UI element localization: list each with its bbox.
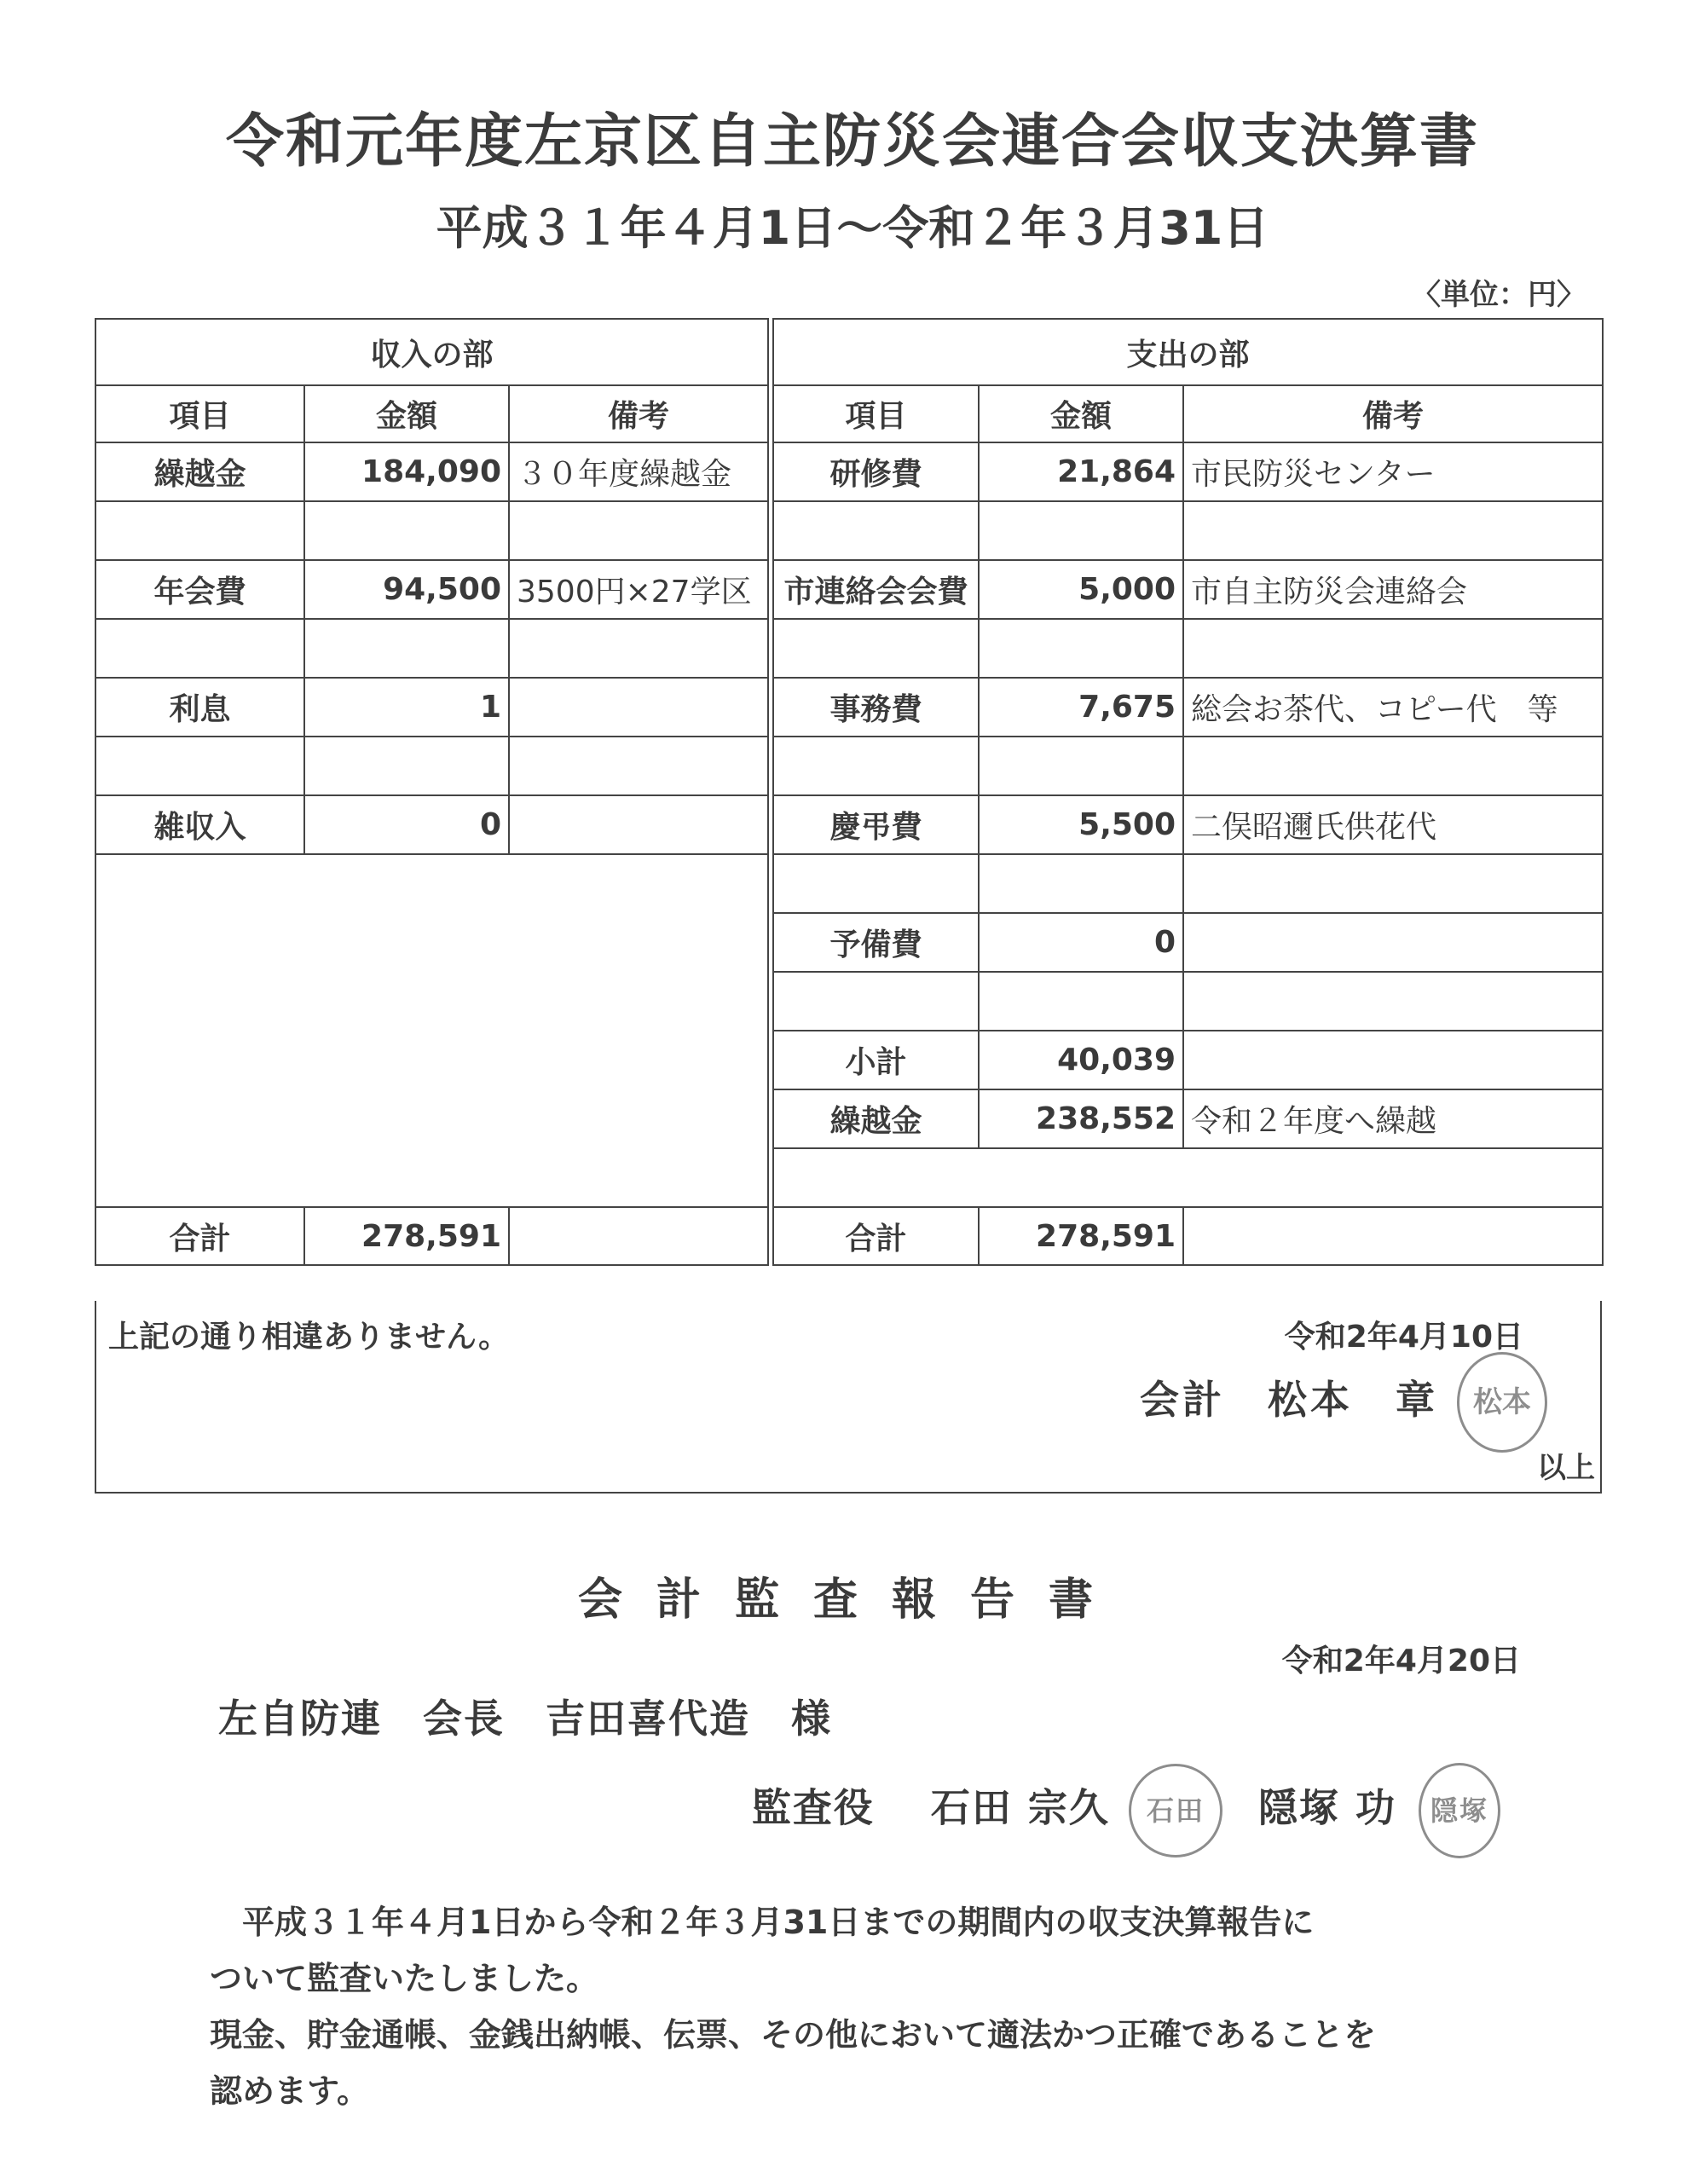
expense-total-note bbox=[1183, 1207, 1603, 1265]
expense-note: 市自主防災会連絡会 bbox=[1183, 560, 1603, 619]
expense-item: 慶弔費 bbox=[773, 795, 979, 854]
expense-header-amount: 金額 bbox=[979, 385, 1183, 442]
table-row bbox=[95, 854, 1603, 913]
expense-amount: 0 bbox=[979, 913, 1183, 972]
expense-total-amount: 278,591 bbox=[979, 1207, 1183, 1265]
table-row bbox=[95, 795, 1603, 854]
confirmation-box bbox=[95, 1301, 1602, 1494]
expense-carryover-label: 繰越金 bbox=[773, 1089, 979, 1148]
expense-item: 事務費 bbox=[773, 678, 979, 737]
expense-total-label: 合計 bbox=[773, 1207, 979, 1265]
income-note bbox=[509, 795, 768, 854]
auditor-1-seal-icon: 石田 bbox=[1129, 1764, 1222, 1858]
income-section-label: 収入の部 bbox=[95, 319, 768, 385]
expense-subtotal-label: 小計 bbox=[773, 1031, 979, 1089]
expense-note bbox=[1183, 913, 1603, 972]
expense-note: 二俣昭邇氏供花代 bbox=[1183, 795, 1603, 854]
table-row bbox=[95, 501, 1603, 560]
income-total-amount: 278,591 bbox=[304, 1207, 509, 1265]
ledger-table bbox=[95, 318, 1604, 1266]
income-amount: 94,500 bbox=[304, 560, 509, 619]
expense-note: 総会お茶代、コピー代 等 bbox=[1183, 678, 1603, 737]
audit-paragraph: 現金、貯金通帳、金銭出納帳、伝票、その他において適法かつ正確であることを bbox=[210, 2016, 1377, 2054]
income-total-note bbox=[509, 1207, 768, 1265]
income-header-note: 備考 bbox=[509, 385, 768, 442]
expense-subtotal-amount: 40,039 bbox=[979, 1031, 1183, 1089]
audit-paragraph: 認めます。 bbox=[210, 2072, 369, 2110]
income-amount: 184,090 bbox=[304, 442, 509, 501]
confirmation-text: 上記の通り相違ありません。 bbox=[108, 1320, 510, 1355]
income-item: 繰越金 bbox=[95, 442, 304, 501]
expense-note: 市民防災センター bbox=[1183, 442, 1603, 501]
table-row bbox=[95, 560, 1603, 619]
audit-paragraph: 平成３１年４月1日から令和２年３月31日までの期間内の収支決算報告に bbox=[210, 1904, 1315, 1941]
expense-item: 研修費 bbox=[773, 442, 979, 501]
expense-empty-row bbox=[773, 1148, 1603, 1207]
income-header-item: 項目 bbox=[95, 385, 304, 442]
accountant-signature: 会計 松本 章 bbox=[1140, 1377, 1438, 1423]
expense-amount: 21,864 bbox=[979, 442, 1183, 501]
expense-amount: 5,000 bbox=[979, 560, 1183, 619]
income-note: 3500円×27学区 bbox=[509, 560, 768, 619]
expense-section-label: 支出の部 bbox=[773, 319, 1603, 385]
auditor-1-name: 石田 宗久 bbox=[930, 1784, 1110, 1831]
expense-header-item: 項目 bbox=[773, 385, 979, 442]
income-empty-area bbox=[95, 854, 768, 1207]
expense-item: 予備費 bbox=[773, 913, 979, 972]
auditor-line bbox=[752, 1763, 1500, 1858]
income-amount: 1 bbox=[304, 678, 509, 737]
confirmation-date: 令和2年4月10日 bbox=[1284, 1320, 1523, 1355]
total-row bbox=[95, 1207, 1603, 1265]
expense-amount: 5,500 bbox=[979, 795, 1183, 854]
audit-body bbox=[210, 1894, 1540, 2119]
income-header-amount: 金額 bbox=[304, 385, 509, 442]
income-amount: 0 bbox=[304, 795, 509, 854]
expense-subtotal-note bbox=[1183, 1031, 1603, 1089]
income-item: 年会費 bbox=[95, 560, 304, 619]
table-row bbox=[95, 737, 1603, 795]
income-note: ３０年度繰越金 bbox=[509, 442, 768, 501]
income-item: 雑収入 bbox=[95, 795, 304, 854]
table-row bbox=[95, 678, 1603, 737]
audit-date: 令和2年4月20日 bbox=[1281, 1644, 1521, 1678]
table-row bbox=[95, 442, 1603, 501]
income-item: 利息 bbox=[95, 678, 304, 737]
table-row bbox=[95, 619, 1603, 678]
auditor-role: 監査役 bbox=[751, 1784, 875, 1831]
fiscal-period: 平成３１年４月1日～令和２年３月31日 bbox=[436, 201, 1269, 255]
auditor-2-name: 隠塚 功 bbox=[1257, 1784, 1396, 1831]
expense-item: 市連絡会会費 bbox=[773, 560, 979, 619]
audit-report-title: 会計監査報告書 bbox=[577, 1574, 1127, 1626]
audit-addressee: 左自防連 会長 吉田喜代造 様 bbox=[218, 1696, 832, 1742]
expense-carryover-amount: 238,552 bbox=[979, 1089, 1183, 1148]
expense-header-note: 備考 bbox=[1183, 385, 1603, 442]
closing-mark: 以上 bbox=[1537, 1451, 1595, 1485]
expense-carryover-note: 令和２年度へ繰越 bbox=[1183, 1089, 1603, 1148]
auditor-2-seal-icon: 隠塚 bbox=[1419, 1763, 1500, 1858]
expense-amount: 7,675 bbox=[979, 678, 1183, 737]
income-note bbox=[509, 678, 768, 737]
accountant-seal-icon: 松本 bbox=[1457, 1352, 1547, 1453]
income-total-label: 合計 bbox=[95, 1207, 304, 1265]
document-title: 令和元年度左京区自主防災会連合会収支決算書 bbox=[225, 108, 1479, 176]
unit-label: 〈単位：円〉 bbox=[1412, 278, 1586, 312]
audit-paragraph: ついて監査いたしました。 bbox=[210, 1960, 599, 1997]
